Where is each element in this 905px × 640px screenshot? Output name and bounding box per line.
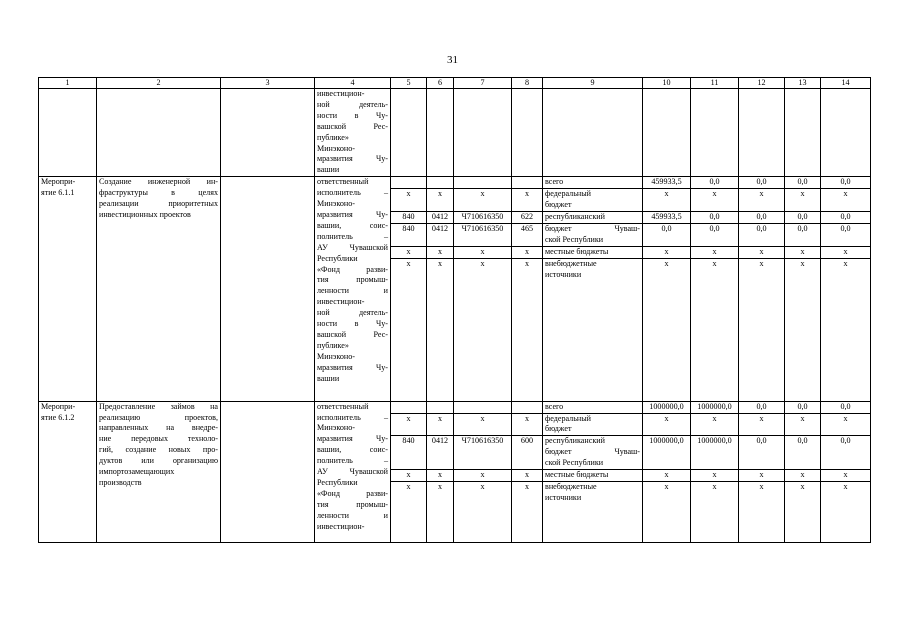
continuation-cell-6 bbox=[427, 89, 454, 177]
text-line: АУ Чувашской bbox=[317, 467, 388, 477]
text-line: Создание инженерной ин- bbox=[99, 177, 218, 187]
grbs-cell: 840 bbox=[391, 223, 427, 246]
text-line: местные бюджеты bbox=[545, 470, 609, 480]
text-line: источники bbox=[545, 492, 582, 502]
csr-cell bbox=[454, 401, 512, 413]
csr-cell: х bbox=[454, 413, 512, 436]
csr-cell bbox=[454, 177, 512, 189]
text-line: Республики bbox=[317, 477, 358, 487]
text-line: тия промыш- bbox=[317, 499, 388, 509]
column-header-6: 6 bbox=[427, 78, 454, 89]
amount-col-14: х bbox=[821, 258, 871, 401]
amount-col-11: 1000000,0 bbox=[691, 401, 739, 413]
column-header-row bbox=[39, 78, 871, 89]
text-line: мразвития Чу- bbox=[317, 154, 388, 164]
funding-source bbox=[543, 481, 643, 542]
rzpr-cell: х bbox=[427, 258, 454, 401]
amount-col-11: х bbox=[691, 246, 739, 258]
continuation-cell-10 bbox=[643, 89, 691, 177]
amount-col-10: 459933,5 bbox=[643, 211, 691, 223]
budget-table bbox=[38, 77, 871, 543]
text-line: мразвития Чу- bbox=[317, 434, 388, 444]
text-line: направленных на внедре- bbox=[99, 423, 218, 433]
vr-cell: 465 bbox=[512, 223, 543, 246]
amount-col-10: 459933,5 bbox=[643, 177, 691, 189]
rzpr-cell: 0412 bbox=[427, 223, 454, 246]
rzpr-cell: х bbox=[427, 470, 454, 482]
text-line: ской Республики bbox=[545, 458, 604, 468]
text-line: источники bbox=[545, 269, 582, 279]
amount-col-12: х bbox=[739, 481, 785, 542]
column-header-5: 5 bbox=[391, 78, 427, 89]
grbs-cell: х bbox=[391, 246, 427, 258]
amount-col-12: х bbox=[739, 413, 785, 436]
text-line: АУ Чувашской bbox=[317, 242, 388, 252]
grbs-cell: х bbox=[391, 189, 427, 212]
text-line: бюджет Чуваш- bbox=[545, 447, 640, 457]
text-line: фраструктуры в целях bbox=[99, 188, 218, 198]
rzpr-cell: 0412 bbox=[427, 436, 454, 470]
vr-cell: х bbox=[512, 481, 543, 542]
rzpr-cell bbox=[427, 401, 454, 413]
grbs-cell: х bbox=[391, 481, 427, 542]
text-line: «Фонд разви- bbox=[317, 264, 388, 274]
funding-source bbox=[543, 211, 643, 223]
text-line: вашии bbox=[317, 165, 340, 175]
text-line: Предоставление займов на bbox=[99, 401, 218, 411]
text-line: инвестицион- bbox=[317, 521, 365, 531]
rzpr-cell: х bbox=[427, 413, 454, 436]
text-line: мразвития Чу- bbox=[317, 362, 388, 372]
text-line: публике» bbox=[317, 132, 349, 142]
column-header-12: 12 bbox=[739, 78, 785, 89]
continuation-cell-13 bbox=[785, 89, 821, 177]
continuation-cell-11 bbox=[691, 89, 739, 177]
text-line: Меропри- bbox=[41, 401, 76, 411]
text-line: вашии bbox=[317, 373, 340, 383]
funding-source bbox=[543, 189, 643, 212]
text-line: всего bbox=[545, 177, 564, 187]
table-row bbox=[39, 177, 871, 189]
grbs-cell bbox=[391, 401, 427, 413]
amount-col-13: х bbox=[785, 413, 821, 436]
amount-col-11: х bbox=[691, 481, 739, 542]
measure-executor bbox=[315, 401, 391, 542]
grbs-cell: 840 bbox=[391, 436, 427, 470]
column-header-9: 9 bbox=[543, 78, 643, 89]
amount-col-10: х bbox=[643, 481, 691, 542]
vr-cell: 622 bbox=[512, 211, 543, 223]
text-line: федеральный bbox=[545, 189, 591, 199]
measure-col3 bbox=[221, 401, 315, 542]
amount-col-13: х bbox=[785, 481, 821, 542]
column-header-7: 7 bbox=[454, 78, 512, 89]
rzpr-cell: 0412 bbox=[427, 211, 454, 223]
amount-col-14: 0,0 bbox=[821, 436, 871, 470]
measure-id bbox=[39, 401, 97, 542]
text-line: ние передовых техноло- bbox=[99, 434, 218, 444]
text-line: ной деятель- bbox=[317, 308, 388, 318]
amount-col-12: 0,0 bbox=[739, 211, 785, 223]
text-line: исполнитель – bbox=[317, 188, 388, 198]
text-line: ной деятель- bbox=[317, 99, 388, 109]
grbs-cell: х bbox=[391, 413, 427, 436]
measure-col3 bbox=[221, 177, 315, 401]
vr-cell bbox=[512, 401, 543, 413]
column-header-10: 10 bbox=[643, 78, 691, 89]
csr-cell: х bbox=[454, 470, 512, 482]
text-line: федеральный bbox=[545, 413, 591, 423]
funding-source bbox=[543, 258, 643, 401]
column-header-4: 4 bbox=[315, 78, 391, 89]
grbs-cell: х bbox=[391, 470, 427, 482]
amount-col-14: х bbox=[821, 189, 871, 212]
amount-col-14: х bbox=[821, 246, 871, 258]
text-line: Минэконо- bbox=[317, 423, 355, 433]
vr-cell: х bbox=[512, 413, 543, 436]
csr-cell: х bbox=[454, 189, 512, 212]
amount-col-11: х bbox=[691, 413, 739, 436]
table-row bbox=[39, 401, 871, 413]
continuation-cell-3 bbox=[221, 89, 315, 177]
column-header-14: 14 bbox=[821, 78, 871, 89]
amount-col-11: х bbox=[691, 189, 739, 212]
amount-col-10: 0,0 bbox=[643, 223, 691, 246]
grbs-cell: 840 bbox=[391, 211, 427, 223]
text-line: ответственный bbox=[317, 177, 369, 187]
continuation-cell-5 bbox=[391, 89, 427, 177]
amount-col-12: 0,0 bbox=[739, 223, 785, 246]
text-line: вашской Рес- bbox=[317, 329, 388, 339]
text-line: ности в Чу- bbox=[317, 110, 388, 120]
csr-cell: Ч710616350 bbox=[454, 211, 512, 223]
text-line: ятие 6.1.1 bbox=[41, 188, 75, 198]
amount-col-10: х bbox=[643, 470, 691, 482]
amount-col-10: х bbox=[643, 189, 691, 212]
column-header-2: 2 bbox=[97, 78, 221, 89]
grbs-cell bbox=[391, 177, 427, 189]
text-line: вашской Рес- bbox=[317, 121, 388, 131]
column-header-3: 3 bbox=[221, 78, 315, 89]
vr-cell bbox=[512, 177, 543, 189]
text-line: ности в Чу- bbox=[317, 319, 388, 329]
text-line: вашии, соис- bbox=[317, 220, 388, 230]
vr-cell: х bbox=[512, 246, 543, 258]
text-line: бюджет bbox=[545, 424, 572, 434]
amount-col-10: х bbox=[643, 246, 691, 258]
text-line: Минэконо- bbox=[317, 143, 355, 153]
amount-col-11: 0,0 bbox=[691, 211, 739, 223]
rzpr-cell: х bbox=[427, 481, 454, 542]
text-line: гий, создание новых про- bbox=[99, 445, 218, 455]
continuation-row bbox=[39, 89, 871, 177]
text-line: инвестицион- bbox=[317, 297, 365, 307]
amount-col-14: 0,0 bbox=[821, 211, 871, 223]
continuation-cell-4 bbox=[315, 89, 391, 177]
amount-col-10: х bbox=[643, 258, 691, 401]
column-header-11: 11 bbox=[691, 78, 739, 89]
rzpr-cell: х bbox=[427, 189, 454, 212]
amount-col-13: х bbox=[785, 470, 821, 482]
text-line: вашии, соис- bbox=[317, 445, 388, 455]
text-line: реализацию проектов, bbox=[99, 412, 218, 422]
text-line: полнитель – bbox=[317, 231, 388, 241]
amount-col-13: 0,0 bbox=[785, 401, 821, 413]
continuation-cell-9 bbox=[543, 89, 643, 177]
measure-id bbox=[39, 177, 97, 401]
continuation-cell-14 bbox=[821, 89, 871, 177]
rzpr-cell: х bbox=[427, 246, 454, 258]
text-line: республиканский bbox=[545, 211, 605, 221]
text-line: «Фонд разви- bbox=[317, 488, 388, 498]
amount-col-12: х bbox=[739, 470, 785, 482]
text-line: полнитель – bbox=[317, 456, 388, 466]
amount-col-11: 1000000,0 bbox=[691, 436, 739, 470]
text-line: мразвития Чу- bbox=[317, 209, 388, 219]
vr-cell: х bbox=[512, 258, 543, 401]
text-line: дуктов или организацию bbox=[99, 456, 218, 466]
amount-col-11: 0,0 bbox=[691, 177, 739, 189]
text-line: внебюджетные bbox=[545, 258, 597, 268]
amount-col-13: х bbox=[785, 258, 821, 401]
text-line: внебюджетные bbox=[545, 481, 597, 491]
measure-name bbox=[97, 177, 221, 401]
amount-col-13: 0,0 bbox=[785, 211, 821, 223]
funding-source bbox=[543, 436, 643, 470]
text-line: Республики bbox=[317, 253, 358, 263]
text-line: бюджет bbox=[545, 200, 572, 210]
rzpr-cell bbox=[427, 177, 454, 189]
funding-source bbox=[543, 177, 643, 189]
page-number: 31 bbox=[447, 54, 458, 66]
amount-col-12: 0,0 bbox=[739, 436, 785, 470]
amount-col-12: х bbox=[739, 246, 785, 258]
amount-col-10: 1000000,0 bbox=[643, 436, 691, 470]
grbs-cell: х bbox=[391, 258, 427, 401]
text-line: ятие 6.1.2 bbox=[41, 412, 75, 422]
csr-cell: Ч710616350 bbox=[454, 436, 512, 470]
amount-col-14: 0,0 bbox=[821, 401, 871, 413]
text-line: Минэконо- bbox=[317, 199, 355, 209]
amount-col-14: х bbox=[821, 481, 871, 542]
amount-col-14: 0,0 bbox=[821, 223, 871, 246]
csr-cell: Ч710616350 bbox=[454, 223, 512, 246]
continuation-cell-2 bbox=[97, 89, 221, 177]
text-line: инвестицион- bbox=[317, 89, 365, 98]
funding-source bbox=[543, 246, 643, 258]
text-line: ской Республики bbox=[545, 234, 604, 244]
amount-col-13: х bbox=[785, 189, 821, 212]
amount-col-13: 0,0 bbox=[785, 436, 821, 470]
continuation-cell-8 bbox=[512, 89, 543, 177]
text-line: инвестиционных проектов bbox=[99, 209, 191, 219]
funding-source bbox=[543, 413, 643, 436]
amount-col-14: 0,0 bbox=[821, 177, 871, 189]
funding-source bbox=[543, 470, 643, 482]
text-line: ленности и bbox=[317, 510, 388, 520]
amount-col-13: х bbox=[785, 246, 821, 258]
vr-cell: х bbox=[512, 189, 543, 212]
measure-name bbox=[97, 401, 221, 542]
amount-col-12: 0,0 bbox=[739, 177, 785, 189]
csr-cell: х bbox=[454, 258, 512, 401]
text-line: ответственный bbox=[317, 401, 369, 411]
text-line: бюджет Чуваш- bbox=[545, 223, 640, 233]
continuation-cell-7 bbox=[454, 89, 512, 177]
amount-col-14: х bbox=[821, 470, 871, 482]
continuation-cell-12 bbox=[739, 89, 785, 177]
amount-col-12: х bbox=[739, 189, 785, 212]
text-line: реализации приоритетных bbox=[99, 199, 218, 209]
amount-col-12: 0,0 bbox=[739, 401, 785, 413]
text-line: ленности и bbox=[317, 286, 388, 296]
text-line: местные бюджеты bbox=[545, 246, 609, 256]
measure-executor bbox=[315, 177, 391, 401]
text-line: публике» bbox=[317, 340, 349, 350]
vr-cell: 600 bbox=[512, 436, 543, 470]
amount-col-11: х bbox=[691, 258, 739, 401]
text-line: импортозамещающих bbox=[99, 467, 175, 477]
csr-cell: х bbox=[454, 246, 512, 258]
column-header-8: 8 bbox=[512, 78, 543, 89]
text-line: тия промыш- bbox=[317, 275, 388, 285]
column-header-1: 1 bbox=[39, 78, 97, 89]
amount-col-11: 0,0 bbox=[691, 223, 739, 246]
amount-col-13: 0,0 bbox=[785, 223, 821, 246]
funding-source bbox=[543, 401, 643, 413]
amount-col-14: х bbox=[821, 413, 871, 436]
text-line: Минэконо- bbox=[317, 351, 355, 361]
amount-col-13: 0,0 bbox=[785, 177, 821, 189]
text-line: всего bbox=[545, 401, 564, 411]
amount-col-10: 1000000,0 bbox=[643, 401, 691, 413]
funding-source bbox=[543, 223, 643, 246]
amount-col-10: х bbox=[643, 413, 691, 436]
csr-cell: х bbox=[454, 481, 512, 542]
amount-col-12: х bbox=[739, 258, 785, 401]
column-header-13: 13 bbox=[785, 78, 821, 89]
continuation-cell-1 bbox=[39, 89, 97, 177]
amount-col-11: х bbox=[691, 470, 739, 482]
text-line: республиканский bbox=[545, 436, 605, 446]
text-line: Меропри- bbox=[41, 177, 76, 187]
vr-cell: х bbox=[512, 470, 543, 482]
text-line: исполнитель – bbox=[317, 412, 388, 422]
text-line: производств bbox=[99, 477, 142, 487]
